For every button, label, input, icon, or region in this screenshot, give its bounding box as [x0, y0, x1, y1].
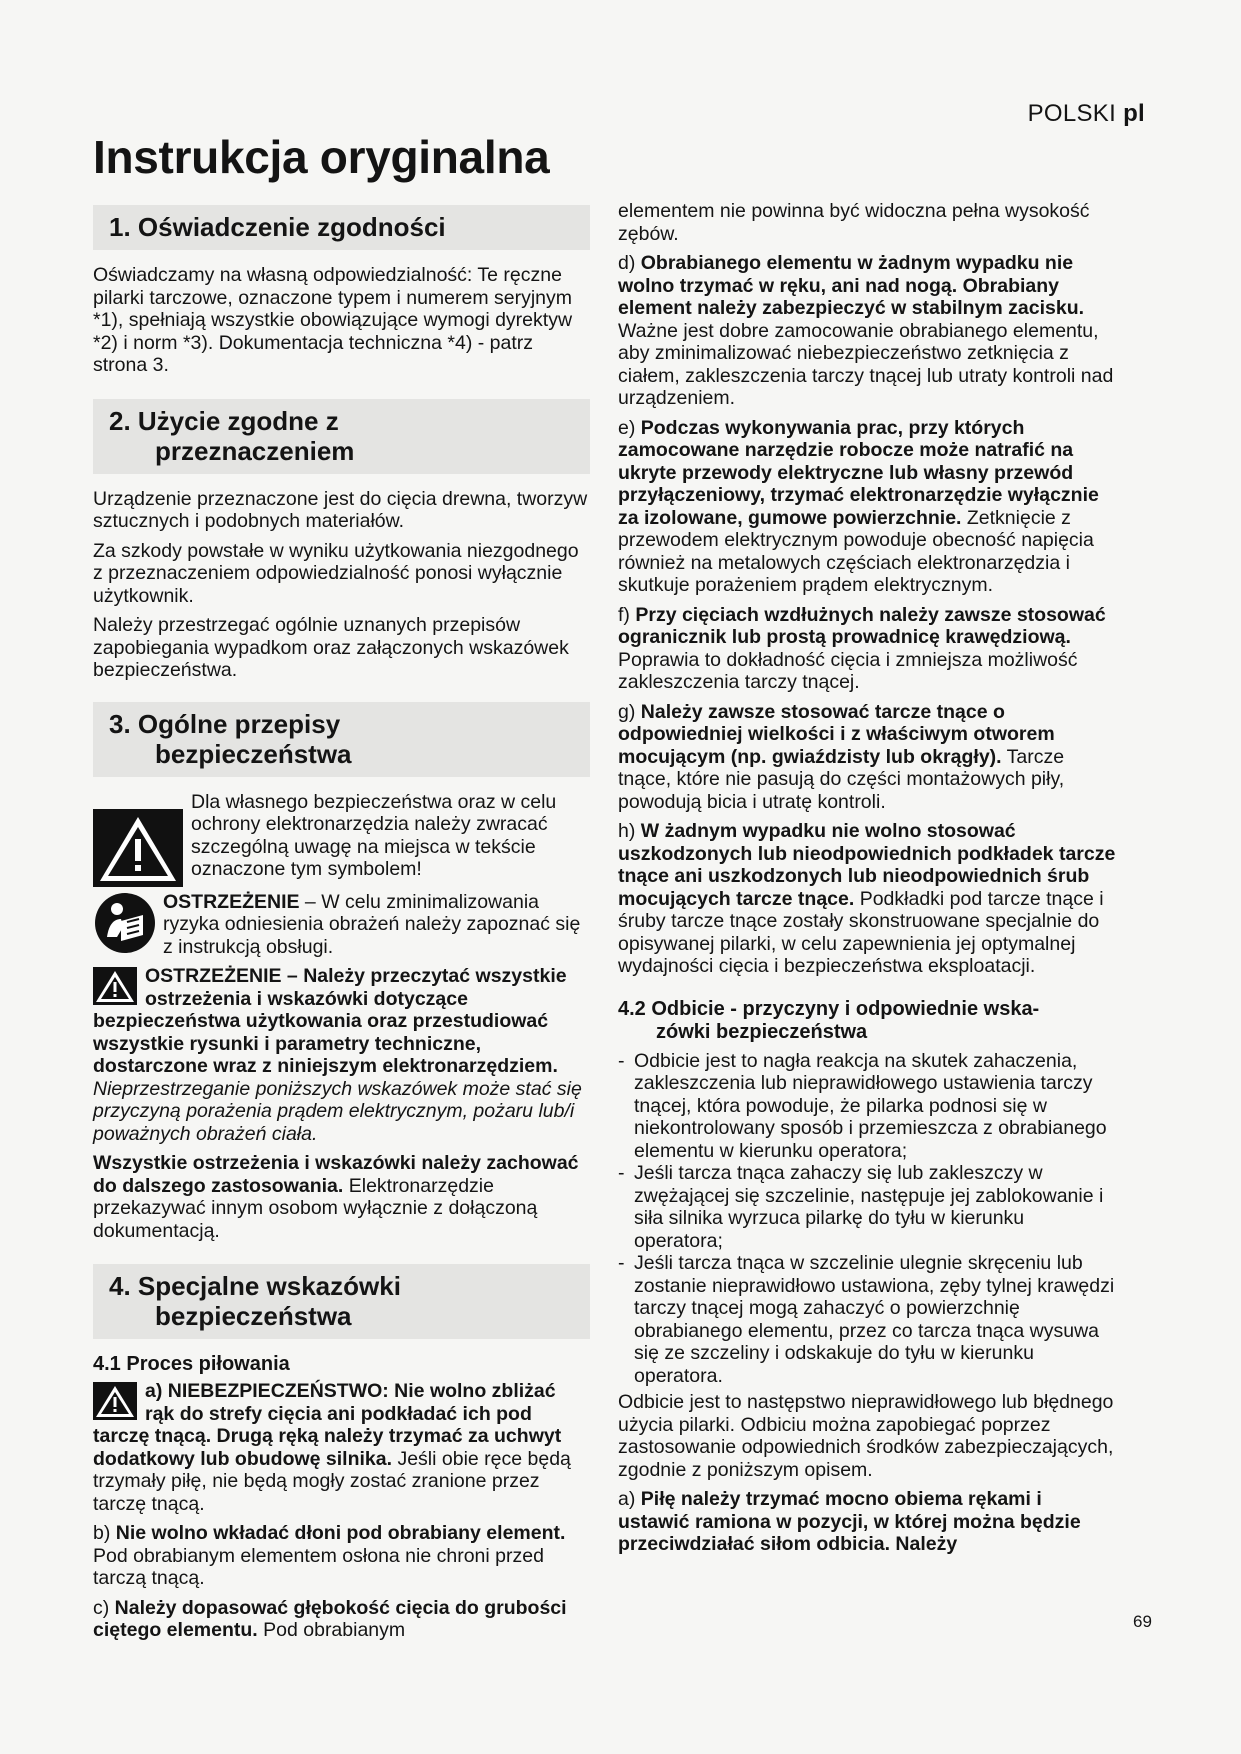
symbol-note-block — [93, 791, 590, 887]
list-item: - Jeśli tarcza tnąca zahaczy się lub zakleszczy w zwężającej się szczelinie, następuje jej zablokowanie i siła silnika wyrzuca pilarkę do tyłu w kierunku operatora; — [618, 1162, 1104, 1252]
section-2-heading: 2. Użycie zgodne z przeznaczeniem — [93, 399, 590, 474]
danger-triangle-icon — [93, 1382, 137, 1420]
warning-read-all: OSTRZEŻENIE – Należy przeczytać wszystkie ostrzeżenia i wskazówki dotyczące bezpieczeństwa użytkowania oraz przestudiować wszystkie rysunki i parametry techniczne, dostarczone wraz z niniejszym elektronarzędziem. Nieprzestrzeganie poniższych wskazówek może stać się przyczyną porażenia prądem elektrycznym, pożaru lub/i poważnych obrażeń ciała. — [93, 965, 582, 1145]
read-manual-block — [93, 891, 590, 959]
regulations-text: Należy przestrzegać ogólnie uznanych przepisów zapobiegania wypadkom oraz załączonych wskazówek bezpieczeństwa. — [93, 614, 569, 681]
item-c-continued: elementem nie powinna być widoczna pełna wysokość zębów. — [618, 200, 1090, 245]
left-column — [93, 205, 590, 1649]
right-column — [618, 200, 1118, 1563]
item-h: h) W żadnym wypadku nie wolno stosować uszkodzonych lub nieodpowiednich podkładek tarcze tnące ani uszkodzonych lub nieodpowiednich śrub mocujących tarcze tnące. Podkładki pod tarcze tnące i śruby tarcze tnące zostały skonstruowane specjalnie do opisywanej pilarki, w celu zapewnienia jej optymalnej wydajności cięcia i bezpieczeństwa eksploatacji. — [618, 820, 1116, 977]
item-f: f) Przy cięciach wzdłużnych należy zawsze stosować ogranicznik lub prostą prowadnicę krawędziową. Poprawia to dokładność cięcia i zmniejsza możliwość zakleszczenia tarczy tnącej. — [618, 603, 1106, 693]
keep-instructions-text: Wszystkie ostrzeżenia i wskazówki należy zachować do dalszego zastosowania. Elektronarzędzie przekazywać innym osobom wyłącznie z dołączoną dokumentacją. — [93, 1152, 579, 1242]
symbol-note-text: Dla własnego bezpieczeństwa oraz w celu ochrony elektronarzędzia należy zwracać szczególną uwagę na miejsca w tekście oznaczone tym symbolem! — [191, 790, 557, 880]
intended-use-text: Urządzenie przeznaczone jest do cięcia drewna, tworzyw sztucznych i podobnych materiałów. — [93, 487, 588, 532]
warning-triangle-icon — [93, 809, 183, 887]
language-label: POLSKI pl — [1027, 100, 1145, 127]
page-title: Instrukcja oryginalna — [93, 131, 550, 183]
warning-read-manual: OSTRZEŻENIE – W celu zminimalizowania ryzyka odniesienia obrażeń należy zapoznać się z instrukcją obsługi. — [163, 890, 581, 958]
subsection-4-2-heading: 4.2 Odbicie - przyczyny i odpowiednie wska- zówki bezpieczeństwa — [618, 997, 1040, 1043]
section-4-heading: 4. Specjalne wskazówki bezpieczeństwa — [93, 1264, 590, 1339]
list-item: - Odbicie jest to nagła reakcja na skutek zahaczenia, zakleszczenia lub nieprawidłowego ustawienia tarczy tnącej, która powoduje, że pilarka podnosi się w niekontrolowany sposób i przemieszcza z obrabianego elementu w kierunku operatora; — [618, 1049, 1107, 1162]
warning-triangle-small-icon — [93, 967, 137, 1005]
page-number: 69 — [1133, 1612, 1152, 1631]
kickback-list — [618, 1050, 1118, 1388]
item-e: e) Podczas wykonywania prac, przy których zamocowane narzędzie robocze może natrafić na ukryte przewody elektryczne lub własny przewód przyłączeniowy, trzymać elektronarzędzie wyłącznie za izolowane, gumowe powierzchnie. Zetknięcie z przewodem elektrycznym powoduje obecność napięcia również na metalowych częściach elektronarzędzia i skutkuje porażeniem prądem elektrycznym. — [618, 416, 1099, 596]
section-3-heading: 3. Ogólne przepisy bezpieczeństwa — [93, 702, 590, 777]
item-a-danger: a) NIEBEZPIECZEŃSTWO: Nie wolno zbliżać rąk do strefy cięcia ani podkładać ich pod tarczę tnącą. Drugą ręką należy trzymać za uchwyt dodatkowy lub obudowę silnika. Jeśli obie ręce będą trzymały piłę, nie będą mogły zostać zranione przez tarczę tnącą. — [93, 1380, 571, 1515]
kickback-item-a: a) Piłę należy trzymać mocno obiema rękami i ustawić ramiona w pozycji, w której można będzie przeciwdziałać siłom odbicia. Należy — [618, 1488, 1081, 1555]
declaration-text: Oświadczamy na własną odpowiedzialność: Te ręczne pilarki tarczowe, oznaczone typem i numerem seryjnym *1), spełniają wszystkie obowiązujące wymogi dyrektyw *2) i norm *3). Dokumentacja techniczna *4) - patrz strona 3. — [93, 264, 573, 376]
item-b: b) Nie wolno wkładać dłoni pod obrabiany element. Pod obrabianym elementem osłona nie chroni przed tarczą tnącą. — [93, 1522, 566, 1589]
subsection-4-1-heading: 4.1 Proces piłowania — [93, 1353, 290, 1375]
liability-text: Za szkody powstałe w wyniku użytkowania niezgodnego z przeznaczeniem odpowiedzialność ponosi wyłącznie użytkownik. — [93, 539, 579, 607]
item-c: c) Należy dopasować głębokość cięcia do grubości ciętego elementu. Pod obrabianym — [93, 1596, 567, 1641]
item-d: d) Obrabianego elementu w żadnym wypadku nie wolno trzymać w ręku, ani nad nogą. Obrabiany element należy zabezpieczyć w stabilnym zacisku. Ważne jest dobre zamocowanie obrabianego elementu, aby zminimalizować niebezpieczeństwo zetknięcia z ciałem, zakleszczenia tarczy tnącej lub utraty kontroli nad urządzeniem. — [618, 252, 1114, 409]
item-g: g) Należy zawsze stosować tarcze tnące o odpowiedniej wielkości i z właściwym otworem mocującym (np. gwiaździsty lub okrągły). Tarcze tnące, które nie pasują do części montażowych piły, powodują bicia i utratę kontroli. — [618, 700, 1065, 813]
section-1-heading: 1. Oświadczenie zgodności — [93, 205, 590, 250]
list-item: - Jeśli tarcza tnąca w szczelinie ulegnie skręceniu lub zostanie nieprawidłowo ustawiona, zęby tylnej krawędzi tarczy tnącej mogą zahaczyć o powierzchnię obrabianego elementu, przez co tarcza tnąca wysuwa się ze szczeliny i odskakuje do tyłu w kierunku operatora. — [618, 1252, 1115, 1387]
kickback-summary: Odbicie jest to następstwo nieprawidłowego lub błędnego użycia pilarki. Odbiciu można zapobiegać poprzez zastosowanie odpowiednich środków zabezpieczających, zgodnie z poniższym opisem. — [618, 1391, 1114, 1481]
read-manual-icon — [93, 891, 157, 955]
